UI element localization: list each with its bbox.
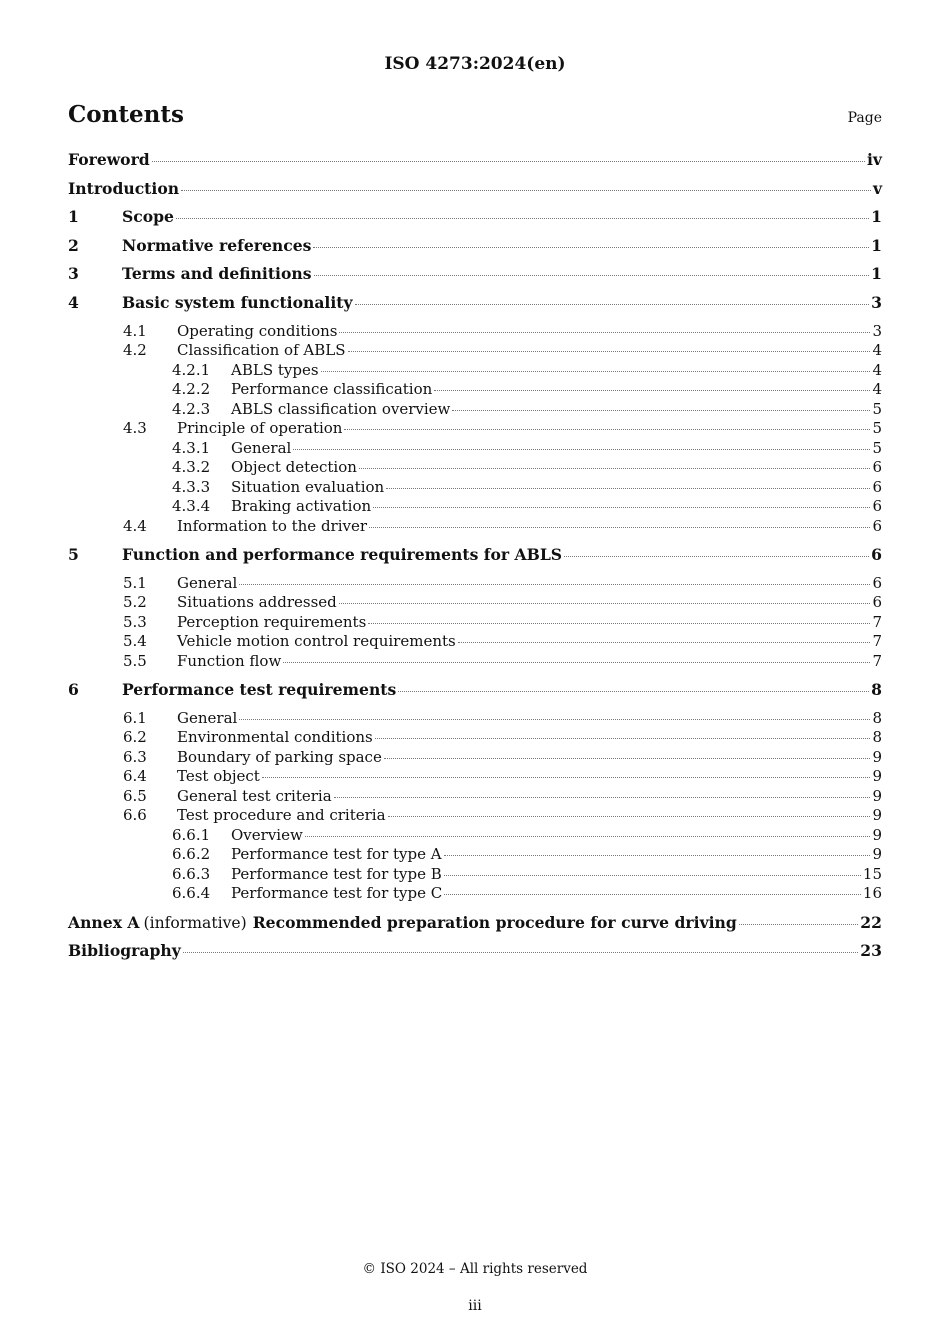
annex-page: 22	[860, 912, 882, 932]
leader-dots	[458, 641, 871, 643]
leader-dots	[444, 874, 861, 876]
toc-entry[interactable]	[68, 439, 882, 459]
leader-dots	[339, 331, 870, 333]
toc-entry-page: 9	[872, 767, 882, 786]
toc-entry-page: 6	[872, 458, 882, 477]
annex-title: Recommended preparation procedure for curve driving	[252, 912, 737, 932]
toc-entry[interactable]	[68, 545, 882, 574]
toc-entry-label: Function and performance requirements for ABLS	[122, 545, 563, 565]
toc-entry-number: 4	[68, 292, 79, 312]
toc-entry-number: 4.2.2	[172, 380, 211, 399]
toc-entry-number: 6.6.1	[172, 825, 211, 844]
leader-dots	[183, 951, 859, 953]
toc-entry-label: Test object	[177, 767, 260, 786]
toc-entry[interactable]	[68, 632, 882, 652]
toc-entry-number: 4.2.3	[172, 399, 211, 418]
toc-entry-page: 7	[872, 651, 882, 670]
toc-entry[interactable]	[68, 767, 882, 787]
leader-dots	[181, 189, 871, 191]
toc-entry[interactable]	[68, 293, 882, 322]
toc-entry[interactable]	[68, 478, 882, 498]
toc-entry-page: 6	[872, 516, 882, 535]
toc-entry[interactable]	[68, 593, 882, 613]
toc-entry-page: 7	[872, 612, 882, 631]
leader-dots	[344, 428, 870, 430]
toc-entry-label: General	[231, 438, 292, 457]
page-column-label: Page	[847, 110, 882, 126]
toc-entry[interactable]	[68, 652, 882, 672]
toc-entry[interactable]	[68, 458, 882, 478]
toc-entry-number: 5.3	[123, 612, 147, 631]
toc-entry-page: 8	[872, 708, 882, 727]
leader-dots	[388, 815, 871, 817]
bibliography-label: Bibliography	[68, 941, 181, 961]
toc-entry[interactable]	[68, 865, 882, 885]
toc-entry[interactable]	[68, 179, 882, 208]
toc-entry-page: 4	[872, 360, 882, 379]
toc-entry[interactable]	[68, 728, 882, 748]
toc-entry-number: 5.4	[123, 632, 147, 651]
leader-dots	[176, 217, 869, 219]
toc-entry-number: 2	[68, 235, 79, 255]
toc-entry-number: 5.1	[123, 573, 147, 592]
toc-entry-number: 5	[68, 545, 79, 565]
leader-dots	[739, 923, 859, 925]
toc-entry-number: 4.3.2	[172, 458, 211, 477]
toc-entry-label: Scope	[122, 207, 174, 227]
toc-entry-label: Object detection	[231, 458, 357, 477]
toc-entry-page: 6	[872, 593, 882, 612]
toc-entry-page: 6	[871, 545, 882, 565]
toc-entry[interactable]	[68, 497, 882, 517]
toc-entry-label: Vehicle motion control requirements	[177, 632, 456, 651]
leader-dots	[239, 583, 870, 585]
toc-entry-page: 5	[872, 399, 882, 418]
toc-entry-label: Test procedure and criteria	[177, 806, 386, 825]
page-title: Contents	[68, 101, 184, 128]
toc-entry-page: 5	[872, 419, 882, 438]
toc-entry[interactable]	[68, 380, 882, 400]
toc-entry-number: 6.6.3	[172, 864, 211, 883]
toc-entry-label: Performance classification	[231, 380, 433, 399]
toc-entry-number: 4.3.3	[172, 477, 211, 496]
toc-entry[interactable]	[68, 613, 882, 633]
toc-entry[interactable]	[68, 680, 882, 709]
toc-entry[interactable]	[68, 419, 882, 439]
toc-entry[interactable]	[68, 845, 882, 865]
leader-dots	[355, 303, 870, 305]
toc-entry[interactable]	[68, 826, 882, 846]
leader-dots	[434, 389, 870, 391]
toc-entry-label: Braking activation	[231, 497, 372, 516]
leader-dots	[444, 893, 861, 895]
toc-entry-number: 6.6.2	[172, 845, 211, 864]
toc-entries	[68, 150, 882, 904]
toc-entry-label: Normative references	[122, 235, 312, 255]
toc-entry-label: Function flow	[177, 651, 282, 670]
toc-entry[interactable]	[68, 574, 882, 594]
toc-entry-page: 7	[872, 632, 882, 651]
toc-entry-number: 4.2.1	[172, 360, 211, 379]
toc-entry-label: Performance test requirements	[122, 680, 397, 700]
toc-entry-number: 4.1	[123, 321, 147, 340]
toc-entry-number: 6.5	[123, 786, 147, 805]
toc-entry[interactable]	[68, 709, 882, 729]
toc-entry-label: Principle of operation	[177, 419, 343, 438]
toc-entry-label: Basic system functionality	[122, 292, 353, 312]
toc-entry-page: 15	[862, 864, 882, 883]
toc-entry-page: 9	[872, 825, 882, 844]
toc-entry[interactable]	[68, 517, 882, 537]
toc-entry-number: 6.6.4	[172, 884, 211, 903]
toc-entry-page: 8	[872, 728, 882, 747]
toc-entry-label: General	[177, 708, 238, 727]
toc-entry-label: Introduction	[68, 178, 180, 198]
toc-entry-number: 3	[68, 264, 79, 284]
toc-entry-number: 6.3	[123, 747, 147, 766]
leader-dots	[564, 555, 869, 557]
toc-entry-label: ABLS classification overview	[231, 399, 451, 418]
leader-dots	[384, 757, 871, 759]
toc-entry-label: Classification of ABLS	[177, 341, 346, 360]
toc-entry-page: 8	[871, 680, 882, 700]
toc-entry[interactable]	[68, 264, 882, 293]
toc-entry-number: 6.2	[123, 728, 147, 747]
toc-entry-label: Information to the driver	[177, 516, 368, 535]
toc-entry-label: ABLS types	[231, 360, 319, 379]
toc-entry-number: 1	[68, 207, 79, 227]
toc-entry[interactable]	[68, 236, 882, 265]
toc-entry-page: 16	[862, 884, 882, 903]
toc-entry-page: 9	[872, 786, 882, 805]
leader-dots	[239, 718, 870, 720]
toc-entry-page: v	[872, 178, 882, 198]
toc-entry-page: 1	[871, 235, 882, 255]
leader-dots	[375, 737, 871, 739]
toc-entry-label: General test criteria	[177, 786, 332, 805]
toc-entry[interactable]	[68, 748, 882, 768]
toc-entry-page: 6	[872, 497, 882, 516]
toc-entry-label: Operating conditions	[177, 321, 338, 340]
toc-entry-label: Overview	[231, 825, 303, 844]
toc-entry-number: 6.6	[123, 806, 147, 825]
document-header: ISO 4273:2024(en)	[384, 54, 566, 74]
toc-entry-page: 3	[871, 292, 882, 312]
toc-entry-page: 1	[871, 207, 882, 227]
toc-entry-label: General	[177, 573, 238, 592]
toc-entry-page: 9	[872, 747, 882, 766]
toc-entry-page: 5	[872, 438, 882, 457]
leader-dots	[339, 602, 871, 604]
toc-entry-page: 9	[872, 845, 882, 864]
toc-entry-page: 9	[872, 806, 882, 825]
toc-entry[interactable]	[68, 341, 882, 361]
toc-entry[interactable]	[68, 361, 882, 381]
table-of-contents	[68, 150, 882, 970]
leader-dots	[321, 370, 871, 372]
copyright-footer: © ISO 2024 – All rights reserved	[362, 1261, 588, 1277]
toc-entry-number: 6.4	[123, 767, 147, 786]
leader-dots	[283, 661, 870, 663]
leader-dots	[444, 854, 871, 856]
toc-entry[interactable]	[68, 322, 882, 342]
toc-entry[interactable]	[68, 787, 882, 807]
toc-entry-page: 6	[872, 477, 882, 496]
toc-entry-page: 6	[872, 573, 882, 592]
toc-entry-label: Performance test for type A	[231, 845, 442, 864]
leader-dots	[368, 622, 870, 624]
leader-dots	[313, 246, 869, 248]
leader-dots	[152, 160, 865, 162]
toc-entry-label: Performance test for type B	[231, 864, 442, 883]
toc-entry[interactable]	[68, 207, 882, 236]
leader-dots	[314, 274, 870, 276]
bibliography-page: 23	[860, 941, 882, 961]
toc-entry-number: 4.3.1	[172, 438, 211, 457]
annex-note: (informative)	[143, 913, 247, 932]
toc-entry-label: Environmental conditions	[177, 728, 373, 747]
toc-entry-label: Perception requirements	[177, 612, 367, 631]
toc-entry-bibliography[interactable]	[68, 941, 882, 970]
toc-entry-page: 4	[872, 341, 882, 360]
toc-entry-label: Situations addressed	[177, 593, 337, 612]
toc-entry-number: 4.3	[123, 419, 147, 438]
toc-entry-page: 4	[872, 380, 882, 399]
toc-entry[interactable]	[68, 884, 882, 904]
toc-entry-page: 3	[872, 321, 882, 340]
page-number: iii	[468, 1298, 482, 1314]
toc-entry-number: 6	[68, 680, 79, 700]
toc-entry-number: 5.5	[123, 651, 147, 670]
toc-entry-page: 1	[871, 264, 882, 284]
toc-entry-number: 4.4	[123, 516, 147, 535]
toc-entry-annex-a[interactable]	[68, 913, 882, 942]
annex-prefix: Annex A	[68, 912, 140, 932]
leader-dots	[348, 350, 871, 352]
toc-entry-number: 4.3.4	[172, 497, 211, 516]
toc-entry[interactable]	[68, 150, 882, 179]
leader-dots	[359, 467, 871, 469]
toc-entry-page: iv	[867, 150, 882, 169]
leader-dots	[293, 448, 870, 450]
toc-entry-number: 6.1	[123, 708, 147, 727]
leader-dots	[373, 506, 870, 508]
toc-entry-label: Terms and definitions	[122, 264, 312, 284]
leader-dots	[305, 835, 871, 837]
toc-entry-label: Performance test for type C	[231, 884, 443, 903]
toc-entry-label: Boundary of parking space	[177, 747, 382, 766]
toc-entry-label: Situation evaluation	[231, 477, 385, 496]
leader-dots	[334, 796, 871, 798]
leader-dots	[452, 409, 870, 411]
leader-dots	[386, 487, 870, 489]
leader-dots	[398, 690, 869, 692]
toc-entry-number: 4.2	[123, 341, 147, 360]
toc-entry[interactable]	[68, 806, 882, 826]
toc-entry-label: Foreword	[68, 150, 150, 169]
leader-dots	[262, 776, 871, 778]
toc-entry-number: 5.2	[123, 593, 147, 612]
toc-entry[interactable]	[68, 400, 882, 420]
leader-dots	[369, 526, 870, 528]
